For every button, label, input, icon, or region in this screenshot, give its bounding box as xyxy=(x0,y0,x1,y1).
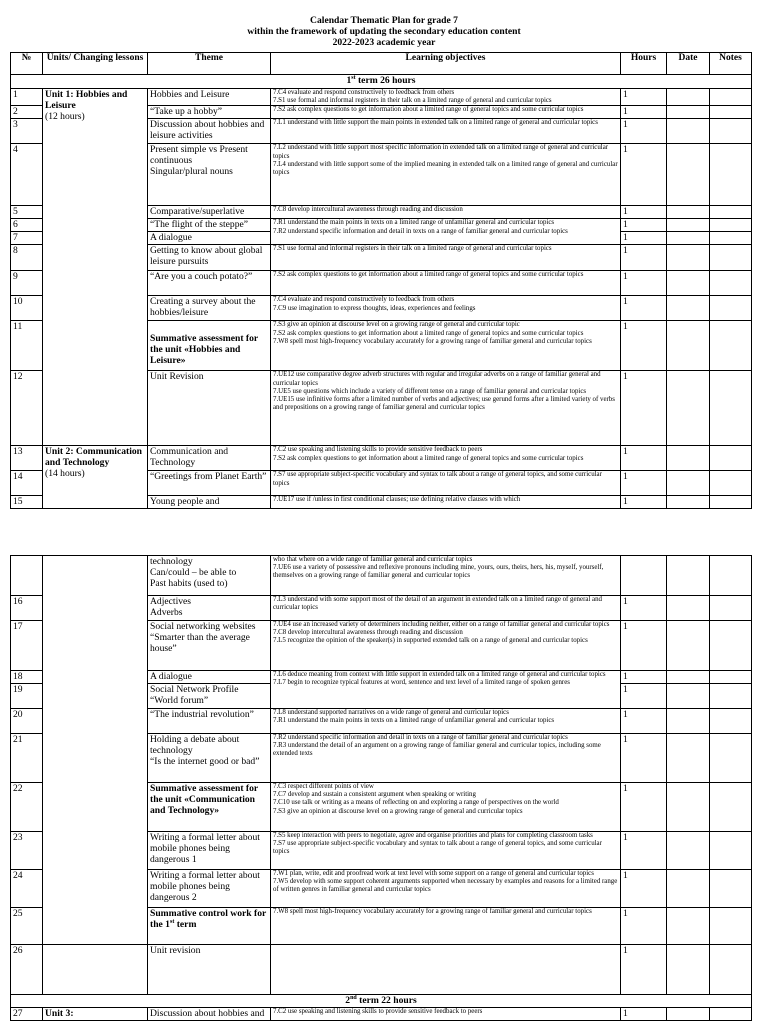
col-header-date: Date xyxy=(667,53,710,75)
col-header-theme: Theme xyxy=(148,53,271,75)
table-row: 19 Social Network Profile “World forum” 1 xyxy=(11,684,752,709)
thematic-plan-table-continued xyxy=(10,555,752,1021)
term-1-heading: 1st term 26 hours xyxy=(11,75,752,89)
unit-2-name: Unit 2: Communication and Technology xyxy=(45,446,143,469)
col-header-hours: Hours xyxy=(621,53,667,75)
document-page-2 xyxy=(0,555,768,1024)
table-row: 17 Social networking websites “Smarter than the average house” 7.UE4 use an increased variety of determiners including neither, either on a range of familiar general and curricular topics 7.C8 develop intercultural awareness through reading and discussion 7.L5 recognize the opinion of the speaker(s) in supported extended talk on a range of general and curricular topics 1 xyxy=(11,621,752,671)
unit-1-hours: (12 hours) xyxy=(45,111,85,122)
table-row: 20 “The industrial revolution” 7.L8 understand supported narratives on a wide range of general and curricular topics 7.R1 understand the main points in texts on a limited range of unfamiliar general and curricular topics 1 xyxy=(11,709,752,734)
plan-subtitle: within the framework of updating the secondary education content xyxy=(247,26,521,37)
unit-1-name: Unit 1: Hobbies and Leisure xyxy=(45,89,128,111)
table-row: 22 Summative assessment for the unit «Communication and Technology» 7.C3 respect different points of view 7.C7 develop and sustain a consistent argument when speaking or writing 7.C10 use talk or writing as a means of reflecting on and exploring a range of perspectives on the world 7.S3 give an opinion at discourse level on a growing range of general and curricular topics 1 xyxy=(11,783,752,832)
table-row: 3 Discussion about hobbies and leisure activities 7.L1 understand with little support the main points in extended talk on a limited range of general and curricular topics 1 xyxy=(11,119,752,144)
table-row: 16 Adjectives Adverbs 7.L3 understand with some support most of the detail of an argument in extended talk on a limited range of general and curricular topics 1 xyxy=(11,596,752,621)
plan-title: Calendar Thematic Plan for grade 7 xyxy=(310,15,458,26)
table-row: 14 “Greetings from Planet Earth” 7.S7 use appropriate subject-specific vocabulary and syntax to talk about a range of general topics, and some curricular topics 1 xyxy=(11,471,752,496)
table-row: 2 “Take up a hobby” 7.S2 ask complex questions to get information about a limited range of general topics and some curricular topics 1 xyxy=(11,106,752,119)
document-header xyxy=(0,0,768,48)
table-row: 23 Writing a formal letter about mobile phones being dangerous 1 7.S5 keep interaction with peers to negotiate, agree and organise priorities and plans for completing classroom tasks 7.S7 use appropriate subject-specific vocabulary and syntax to talk about a range of general topics, and some curricular topics 1 xyxy=(11,832,752,870)
table-row: 5 Comparative/superlative 7.C8 develop intercultural awareness through reading and discussion 1 xyxy=(11,206,752,219)
table-row: technology Can/could – be able to Past habits (used to) who that where on a wide range of familiar general and curricular topics 7.UE6 use a variety of possessive and reflexive pronouns including mine, yours, ours, theirs, hers, his, myself, yourself, themselves on a growing range of familiar general and curricular topics xyxy=(11,556,752,596)
col-header-number: № xyxy=(11,53,43,75)
notes-cell xyxy=(710,89,752,106)
term-2-heading: 2nd term 22 hours xyxy=(11,995,752,1008)
date-cell xyxy=(667,89,710,106)
unit-1-cell xyxy=(43,89,148,446)
table-row: 12 Unit Revision 7.UE12 use comparative degree adverb structures with regular and irregular adverbs on a range of familiar general and curricular topics 7.UE5 use questions which include a variety of different tense on a range of familiar general and curricular topics 7.UE15 use infinitive forms after a limited number of verbs and adjectives; use gerund forms after a limited variety of verbs and prepositions on a growing range of familiar general and curricular topics 1 xyxy=(11,371,752,446)
table-row: 11 Summative assessment for the unit «Hobbies and Leisure» 7.S3 give an opinion at discourse level on a growing range of general and curricular topic 7.S2 ask complex questions to get information about a limited range of general topics and some curricular topics 7.W8 spell most high-frequency vocabulary accurately for a growing range of familiar general and curricular topics 1 xyxy=(11,321,752,371)
table-row: 26 Unit revision 1 xyxy=(11,945,752,995)
table-row: 10 Creating a survey about the hobbies/leisure 7.C4 evaluate and respond constructively to feedback from others 7.C9 use imagination to express thoughts, ideas, experiences and feelings 1 xyxy=(11,296,752,321)
table-row: 27 Unit 3: Discussion about hobbies and 7.C2 use speaking and listening skills to provide sensitive feedback to peers 1 xyxy=(11,1008,752,1021)
unit-2-hours: (14 hours) xyxy=(45,468,85,480)
table-row: 8 Getting to know about global leisure pursuits 7.S1 use formal and informal registers in their talk on a limited range of general and curricular topics 1 xyxy=(11,245,752,271)
thematic-plan-table xyxy=(10,52,752,509)
academic-year: 2022-2023 academic year xyxy=(332,37,436,48)
table-header-row xyxy=(11,53,752,75)
table-row: 25 Summative control work for the 1st term 7.W8 spell most high-frequency vocabulary accurately for a growing range of familiar general and curricular topics 1 xyxy=(11,908,752,945)
col-header-notes: Notes xyxy=(710,53,752,75)
col-header-objectives: Learning objectives xyxy=(271,53,621,75)
table-row: 24 Writing a formal letter about mobile phones being dangerous 2 7.W1 plan, write, edit and proofread work at text level with some support on a range of general and curricular topics 7.W5 develop with some support coherent arguments supported when necessary by examples and reasons for a limited range of written genres in familiar general and curricular topics 1 xyxy=(11,870,752,908)
table-row: 4 Present simple vs Present continuous Singular/plural nouns 7.L2 understand with little support most specific information in extended talk on a limited range of general and curricular topics 7.L4 understand with little support some of the implied meaning in extended talk on a limited range of general and curricular topics 1 xyxy=(11,144,752,206)
table-row: 1 Unit 1: Hobbies and Leisure (12 hours) Hobbies and Leisure 7.C4 evaluate and respond constructively to feedback from others 7.S1 use formal and informal registers in their talk on a limited range of general and curricular topics 1 xyxy=(11,89,752,106)
table-row: 13 Unit 2: Communication and Technology (14 hours) Communication and Technology 7.C2 use speaking and listening skills to provide sensitive feedback to peers 7.S2 ask complex questions to get information about a limited range of general topics and some curricular topics 1 xyxy=(11,446,752,471)
page-gap xyxy=(0,530,768,555)
table-row: 15 Young people and 7.UE17 use if /unless in first conditional clauses; use defining relative clauses with which 1 xyxy=(11,496,752,509)
term-2-row xyxy=(11,995,752,1008)
table-row: 9 “Are you a couch potato?” 7.S2 ask complex questions to get information about a limited range of general topics and some curricular topics 1 xyxy=(11,271,752,296)
col-header-units: Units/ Changing lessons xyxy=(43,53,148,75)
term-1-row xyxy=(11,75,752,89)
table-row: 18 A dialogue 7.L6 deduce meaning from context with little support in extended talk on a limited range of general and curricular topics 7.L7 begin to recognize typical features at word, sentence and text level of a limited range of spoken genres 1 xyxy=(11,671,752,684)
table-row: 7 A dialogue 1 xyxy=(11,232,752,245)
table-row: 6 “The flight of the steppe” 7.R1 understand the main points in texts on a limited range of unfamiliar general and curricular topics 7.R2 understand specific information and detail in texts on a range of familiar general and curricular topics 1 xyxy=(11,219,752,232)
table-row: 21 Holding a debate about technology “Is the internet good or bad” 7.R2 understand specific information and detail in texts on a range of familiar general and curricular topics 7.R3 understand the detail of an argument on a growing range of familiar general and curricular topics, including some extended texts 1 xyxy=(11,734,752,783)
unit-2-cell xyxy=(43,446,148,509)
